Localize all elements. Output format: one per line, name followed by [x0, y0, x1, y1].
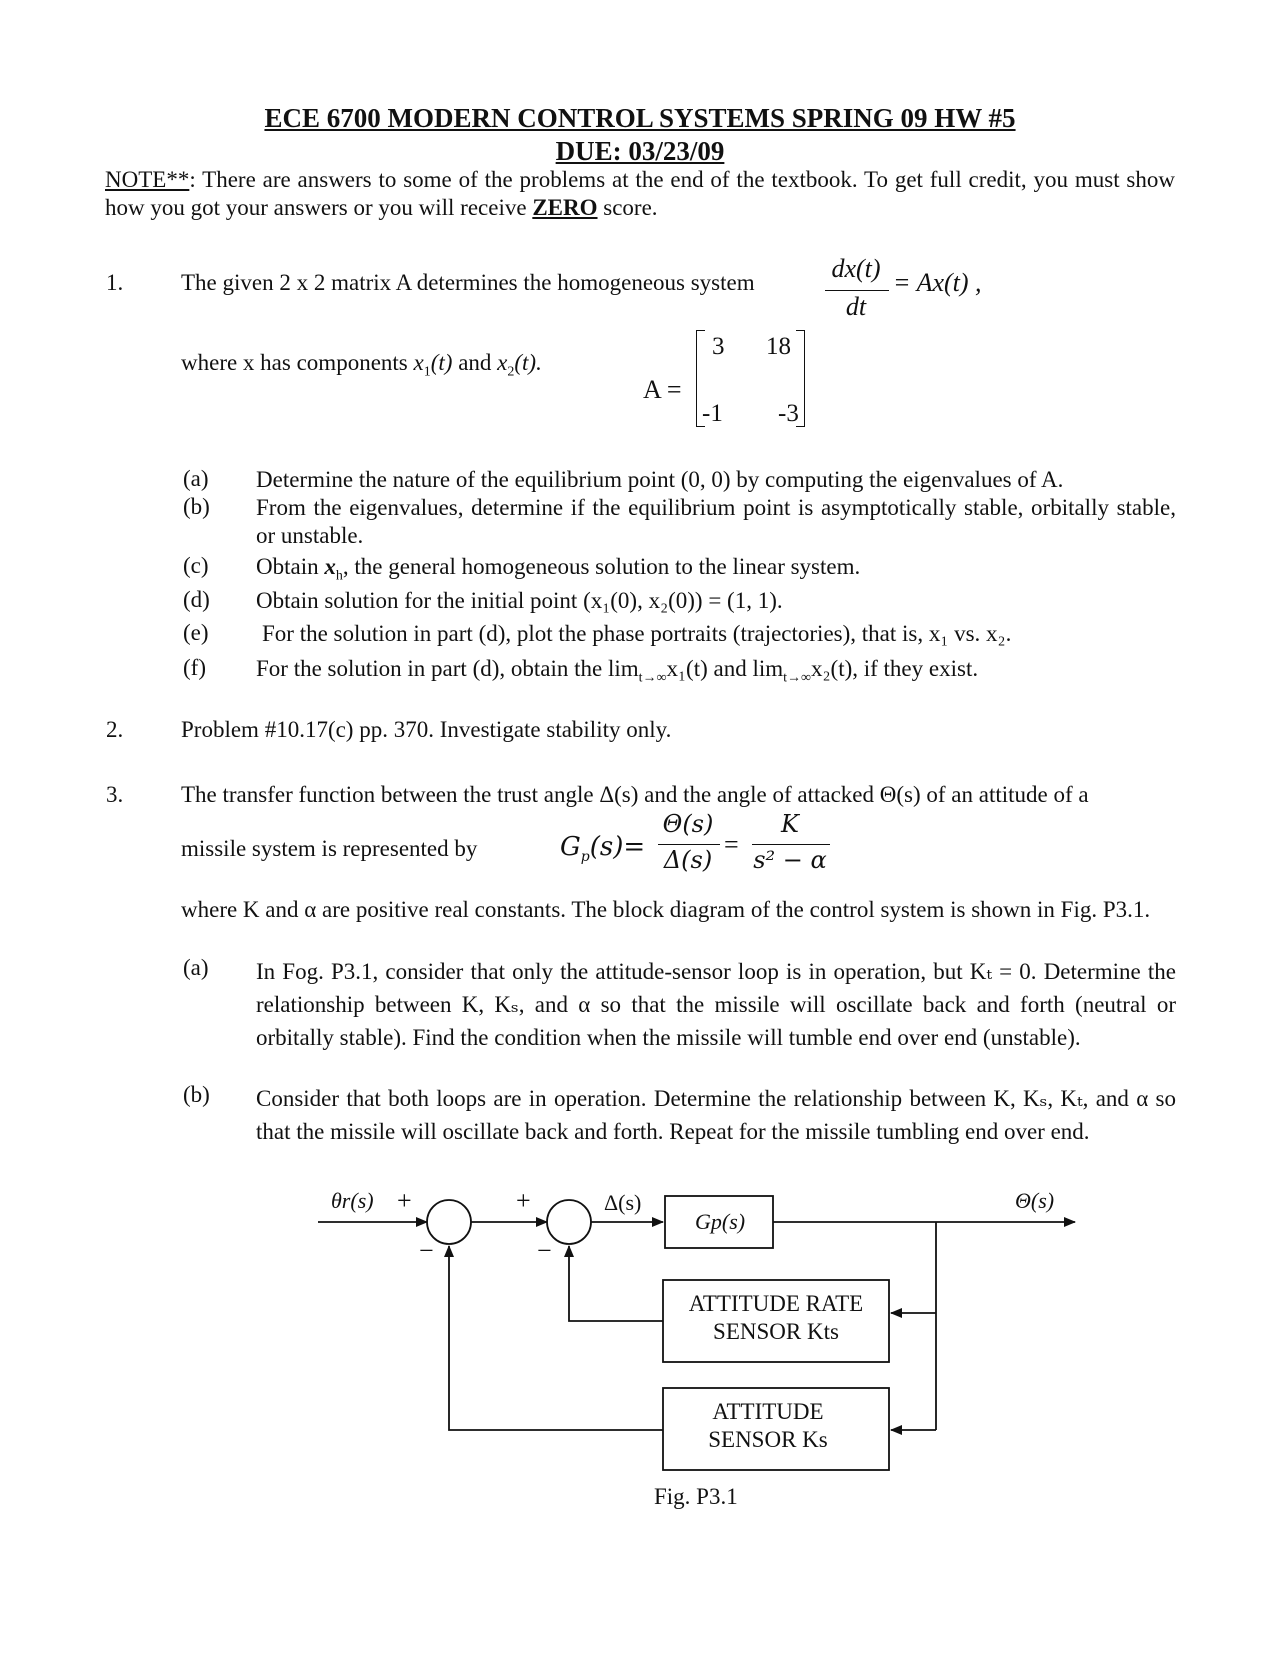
matrix-a22: -3: [778, 400, 799, 427]
gp-den2: s² − α: [753, 846, 827, 874]
sum2-plus: +: [516, 1186, 531, 1215]
rate-feedback-arrow: [569, 1246, 663, 1321]
rate-sensor-label: ATTITUDE RATE SENSOR Kts: [688, 1291, 864, 1344]
figure-caption: Fig. P3.1: [654, 1484, 738, 1509]
diagram-delta-label: Δ(s): [604, 1190, 642, 1215]
gp-den1: Δ(s): [663, 846, 713, 874]
due-date: DUE: 03/23/09: [555, 136, 725, 166]
p3-part-b-label: (b): [183, 1082, 210, 1107]
summing-junction-2: [547, 1200, 591, 1244]
matrix-a21: -1: [702, 400, 723, 427]
sum2-minus: −: [537, 1236, 552, 1265]
zero-emphasis: ZERO: [532, 195, 598, 220]
sum1-minus: −: [419, 1236, 434, 1265]
problem-3-where: where K and α are positive real constants. The block diagram of the control system is shown in Fig. P3.1.: [181, 897, 1151, 922]
gp-num2: K: [781, 810, 799, 838]
part-b-text: From the eigenvalues, determine if the equilibrium point is asymptotically stable, orbitally stable, or unstable.: [256, 495, 1176, 548]
part-c-text: Obtain $x_h$, the general homogeneous solution to the linear system.: [256, 554, 861, 584]
problem-2-text: Problem #10.17(c) pp. 370. Investigate stability only.: [181, 717, 672, 742]
matrix-label: A =: [643, 375, 682, 404]
gp-num1: Θ(s): [662, 810, 714, 838]
attitude-feedback-arrow: [449, 1246, 663, 1430]
page-title: ECE 6700 MODERN CONTROL SYSTEMS SPRING 09 HW #5: [264, 103, 1016, 133]
gp-equation-lhs: $G_p(s)=$: [560, 832, 646, 866]
part-a-text: Determine the nature of the equilibrium point (0, 0) by computing the eigenvalues of A.: [256, 467, 1064, 492]
part-f-text: For the solution in part (d), obtain the $\lim_{t\to\infty}x_1(t)$ and $\lim_{t\to\infty}x_2(t)$, if they exist.: [256, 656, 979, 686]
attitude-sensor-label: ATTITUDE SENSOR Ks: [708, 1399, 828, 1452]
note-label: NOTE**: [105, 167, 190, 192]
eq-numerator: dx(t): [831, 254, 881, 283]
part-a-label: (a): [183, 466, 209, 491]
diagram-input-label: θr(s): [331, 1188, 374, 1213]
eq-rhs: = Ax(t) ,: [893, 268, 982, 297]
matrix-a12: 18: [766, 333, 791, 360]
part-e-text: For the solution in part (d), plot the phase portraits (trajectories), that is, x₁ vs. x₂.: [262, 621, 1012, 646]
p3-part-a-text: In Fog. P3.1, consider that only the attitude-sensor loop is in operation, but Kₜ = 0. Determine the relationship between K, Kₛ, and α so that the missile will oscillate back and forth (neutral or orbitally stable). Find the condition when the missile will tumble end over end (unstable).: [256, 959, 1176, 1050]
problem-2-number: 2.: [106, 717, 124, 742]
note-text: : There are answers to some of the problems at the end of the textbook. To get full credit, you must show how you got your answers or you will receive: [105, 167, 1175, 220]
diagram-plant-label: Gp(s): [695, 1209, 746, 1234]
note-text-end: score.: [597, 195, 658, 220]
problem-3-line2: missile system is represented by: [181, 836, 478, 861]
matrix-a11: 3: [712, 333, 725, 360]
problem-3-number: 3.: [106, 782, 124, 807]
eq-denominator: dt: [845, 292, 867, 321]
part-d-label: (d): [183, 587, 210, 612]
part-c-label: (c): [183, 553, 209, 578]
problem-1-number: 1.: [106, 270, 124, 295]
problem-1-intro: The given 2 x 2 matrix A determines the homogeneous system: [181, 270, 755, 295]
part-f-label: (f): [183, 655, 206, 680]
diagram-output-label: Θ(s): [1015, 1188, 1055, 1213]
p3-part-a-label: (a): [183, 955, 209, 980]
part-b-label: (b): [183, 494, 210, 519]
part-e-label: (e): [183, 620, 209, 645]
problem-3-line1: The transfer function between the trust angle Δ(s) and the angle of attacked Θ(s) of an attitude of a: [181, 782, 1089, 807]
sum1-plus: +: [397, 1186, 412, 1215]
problem-1-where: where x has components $x_1(t)$ and $x_2(t)$.: [181, 350, 542, 380]
p3-part-b-text: Consider that both loops are in operation. Determine the relationship between K, Kₛ, Kₜ, and α so that the missile will oscillate back and forth. Repeat for the missile tumbling end over end.: [256, 1086, 1176, 1144]
gp-equals: =: [724, 830, 739, 859]
part-d-text: Obtain solution for the initial point (x₁(0), x₂(0)) = (1, 1).: [256, 588, 783, 613]
